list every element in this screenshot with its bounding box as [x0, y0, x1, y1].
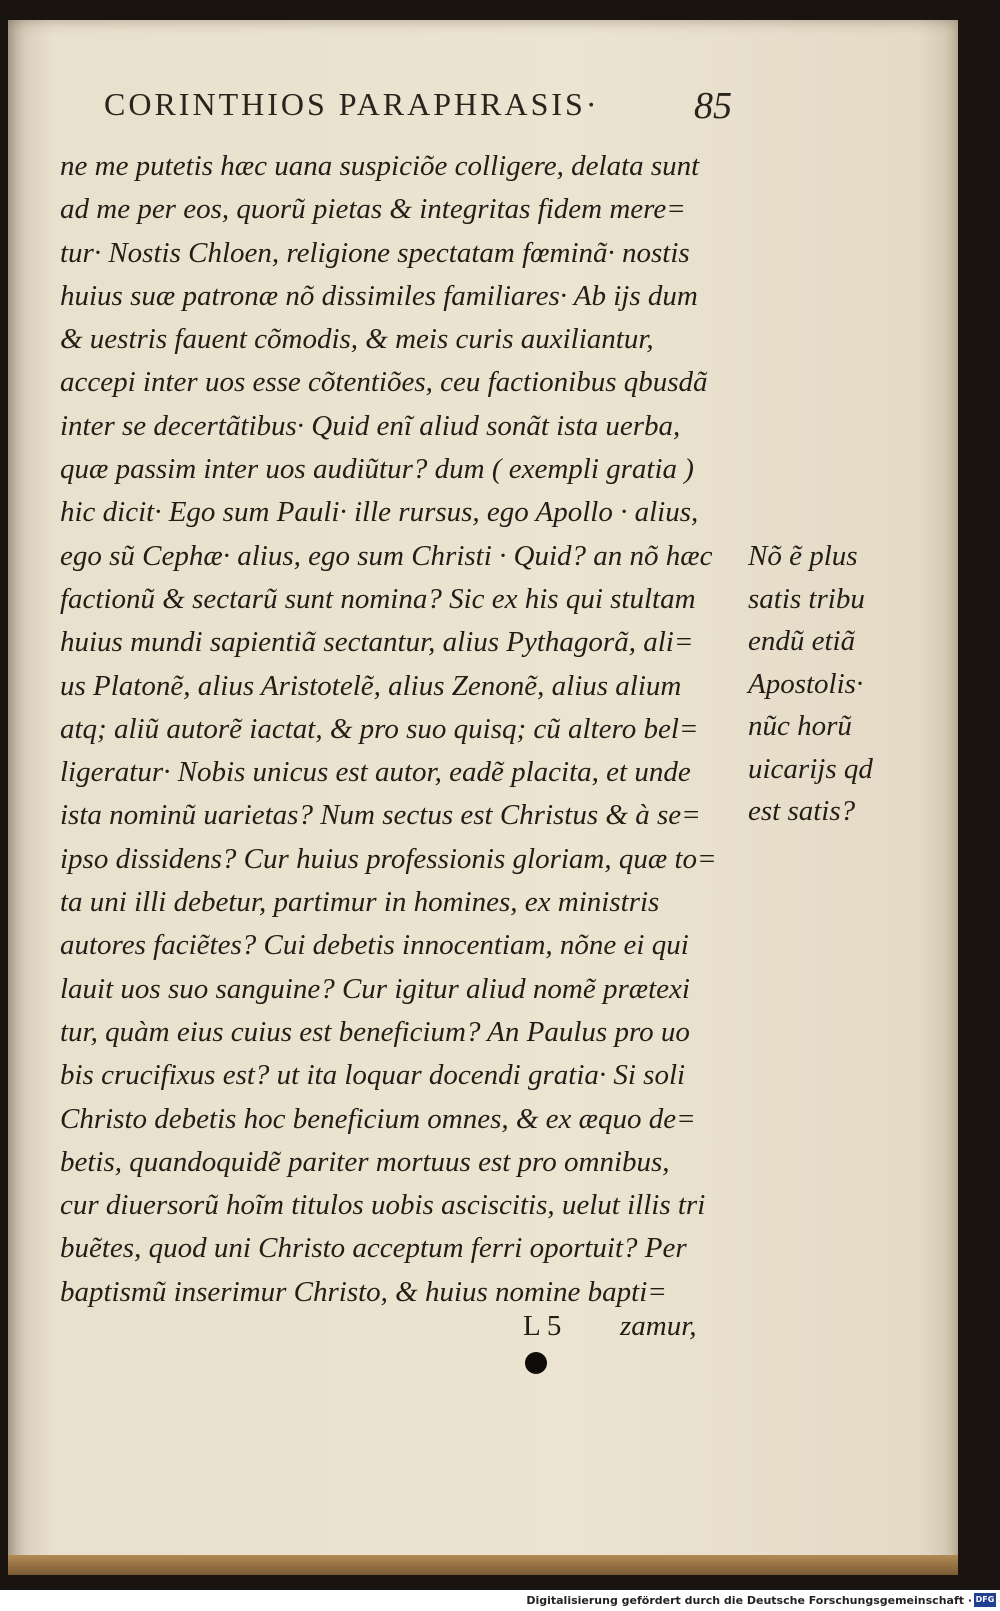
margin-note-line: est satis? — [748, 795, 856, 827]
text-line: quæ passim inter uos audiũtur? dum ( exempli gratia ) — [60, 453, 694, 486]
page-number: 85 — [694, 85, 732, 127]
digitization-credit: Digitalisierung gefördert durch die Deutsche Forschungsgemeinschaft · — [526, 1594, 972, 1607]
ink-blot — [525, 1352, 547, 1374]
text-line: huius mundi sapientiã sectantur, alius Pythagorã, ali= — [60, 626, 694, 659]
text-line: ipso dissidens? Cur huius professionis gloriam, quæ to= — [60, 842, 717, 875]
text-line: ista nominũ uarietas? Num sectus est Christus & à se= — [60, 799, 701, 832]
text-line: tur· Nostis Chloen, religione spectatam fœminã· nostis — [60, 236, 690, 269]
text-line: buẽtes, quod uni Christo acceptum ferri oportuit? Per — [60, 1232, 687, 1265]
margin-note-line: satis tribu — [748, 582, 865, 615]
body-text — [60, 145, 750, 1314]
dfg-logo-icon: DFG — [974, 1593, 996, 1607]
catchword: zamur, — [620, 1310, 697, 1342]
text-line: autores faciẽtes? Cui debetis innocentiam, nõne ei qui — [60, 929, 689, 962]
text-line: ta uni illi debetur, partimur in homines, ex ministris — [60, 886, 660, 919]
text-line: ne me putetis hæc uana suspiciõe colligere, delata sunt — [60, 150, 700, 182]
text-line: betis, quandoquidẽ pariter mortuus est pro omnibus, — [60, 1145, 670, 1178]
text-line: ligeratur· Nobis unicus est autor, eadẽ placita, et unde — [60, 756, 691, 789]
text-line: hic dicit· Ego sum Pauli· ille rursus, ego Apollo · alius, — [60, 496, 699, 529]
text-line: lauit uos suo sanguine? Cur igitur aliud nomẽ prætexi — [60, 972, 690, 1005]
text-line: bis crucifixus est? ut ita loquar docendi gratia· Si soli — [60, 1059, 686, 1092]
text-line: factionũ & sectarũ sunt nomina? Sic ex his qui stultam — [60, 582, 696, 615]
text-line: & uestris fauent cõmodis, & meis curis auxiliantur, — [60, 323, 654, 356]
text-line: atq; aliũ autorẽ iactat, & pro suo quisq; cũ altero bel= — [60, 712, 699, 745]
margin-note-line: Apostolis· — [748, 667, 864, 700]
margin-note-line: endũ etiã — [748, 625, 856, 657]
margin-note-line: uicarijs qd — [748, 752, 873, 785]
signature-mark: L 5 — [523, 1310, 562, 1342]
text-line: ego sũ Cephæ· alius, ego sum Christi · Quid? an nõ hæc — [60, 539, 713, 572]
text-line: us Platonẽ, alius Aristotelẽ, alius Zenonẽ, alius alium — [60, 669, 682, 702]
margin-note-line: nũc horũ — [748, 710, 852, 742]
running-head: CORINTHIOS PARAPHRASIS· — [104, 86, 600, 122]
margin-note — [748, 535, 948, 833]
margin-note-line: Nõ ẽ plus — [748, 540, 858, 572]
text-line: huius suæ patronæ nõ dissimiles familiares· Ab ijs dum — [60, 279, 698, 312]
text-line: ad me per eos, quorũ pietas & integritas fidem mere= — [60, 193, 686, 226]
text-line: Christo debetis hoc beneficium omnes, & ex æquo de= — [60, 1102, 696, 1135]
text-line: inter se decertãtibus· Quid enĩ aliud sonãt ista uerba, — [60, 409, 681, 442]
text-line: tur, quàm eius cuius est beneficium? An Paulus pro uo — [60, 1015, 690, 1048]
text-line: baptismũ inserimur Christo, & huius nomine bapti= — [60, 1275, 667, 1308]
text-line: accepi inter uos esse cõtentiões, ceu factionibus qbusdã — [60, 366, 708, 399]
page-edge — [8, 1555, 958, 1575]
text-line: cur diuersorũ hoĩm titulos uobis asciscitis, uelut illis tri — [60, 1189, 706, 1222]
footer-bar — [0, 1590, 1000, 1611]
